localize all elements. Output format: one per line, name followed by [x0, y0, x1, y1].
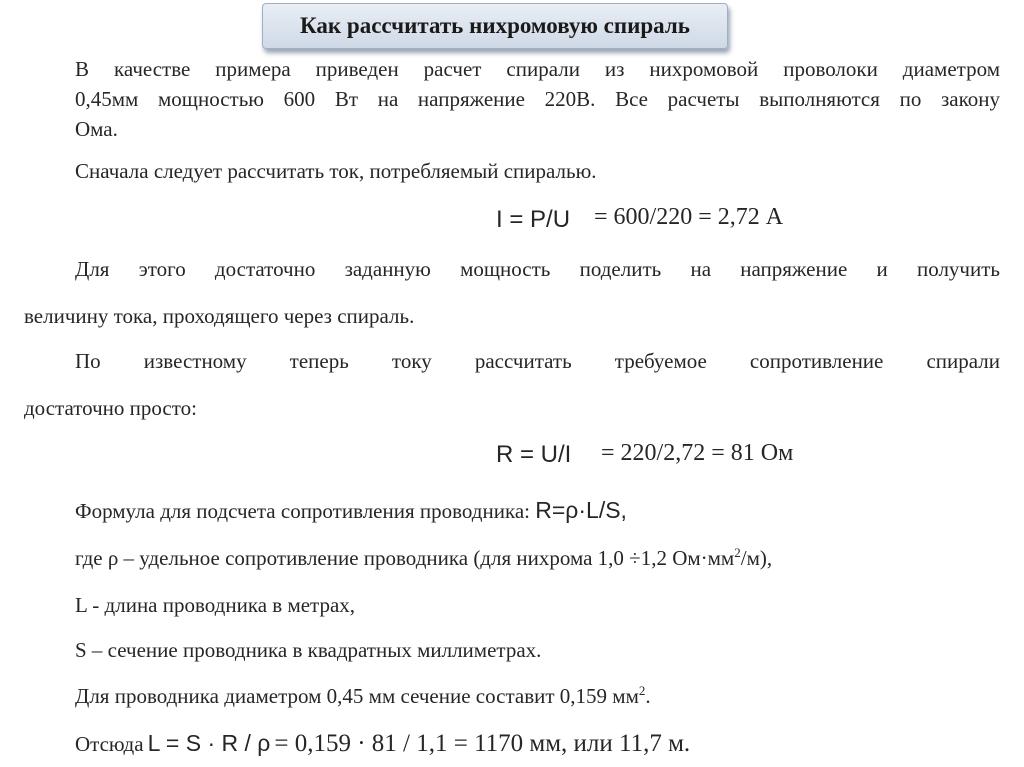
intro-line-3: Ома.	[75, 117, 118, 141]
s-definition: S – сечение проводника в квадратных миллиметрах.	[75, 638, 542, 662]
result-calc: = 0,159 · 81 / 1,1 = 1170 мм, или 11,7 м.	[274, 730, 691, 757]
explain-current-line-1: Для этого достаточно заданную мощность поделить на напряжение и получить	[75, 257, 1000, 281]
result-prefix: Отсюда	[75, 732, 144, 756]
formula-resistance-lhs: R = U/I	[496, 441, 572, 468]
formula-current-lhs: I = P/U	[496, 206, 571, 233]
formula-resistance-rhs: = 220/2,72 = 81 Ом	[601, 440, 794, 466]
conductor-formula-text: Формула для подсчета сопротивления проводника:	[75, 499, 530, 523]
slide-title: Как рассчитать нихромовую спираль	[262, 3, 728, 49]
step-current-text: Сначала следует рассчитать ток, потребляемый спиралью.	[75, 159, 597, 183]
rho-definition-sup: 2	[734, 545, 741, 560]
l-definition: L - длина проводника в метрах,	[75, 593, 356, 617]
conductor-formula: R=ρ·L/S,	[535, 497, 627, 523]
rho-definition	[75, 545, 772, 572]
cross-section-sup: 2	[638, 683, 646, 698]
cross-section-text: Для проводника диаметром 0,45 мм сечение составит 0,159 мм	[75, 684, 639, 708]
cross-section-line	[75, 683, 651, 710]
explain-resistance-line-2: достаточно просто:	[24, 396, 197, 420]
explain-current-line-2: величину тока, проходящего через спираль.	[24, 304, 415, 328]
conductor-formula-line	[75, 497, 627, 525]
rho-definition-text: где ρ – удельное сопротивление проводника (для нихрома 1,0 ÷1,2 Ом·мм	[75, 546, 735, 570]
intro-line-1: В качестве примера приведен расчет спирали из нихромовой проволоки диаметром	[75, 57, 1000, 81]
result-formula: L = S · R / ρ	[147, 730, 271, 756]
cross-section-tail: .	[645, 684, 651, 708]
explain-resistance-line-1: По известному теперь току рассчитать требуемое сопротивление спирали	[75, 349, 1000, 373]
formula-current-rhs: = 600/220 = 2,72 А	[594, 204, 784, 230]
rho-definition-tail: /м),	[740, 546, 773, 570]
result-line	[75, 730, 690, 758]
intro-line-2: 0,45мм мощностью 600 Вт на напряжение 220В. Все расчеты выполняются по закону	[75, 87, 1000, 111]
